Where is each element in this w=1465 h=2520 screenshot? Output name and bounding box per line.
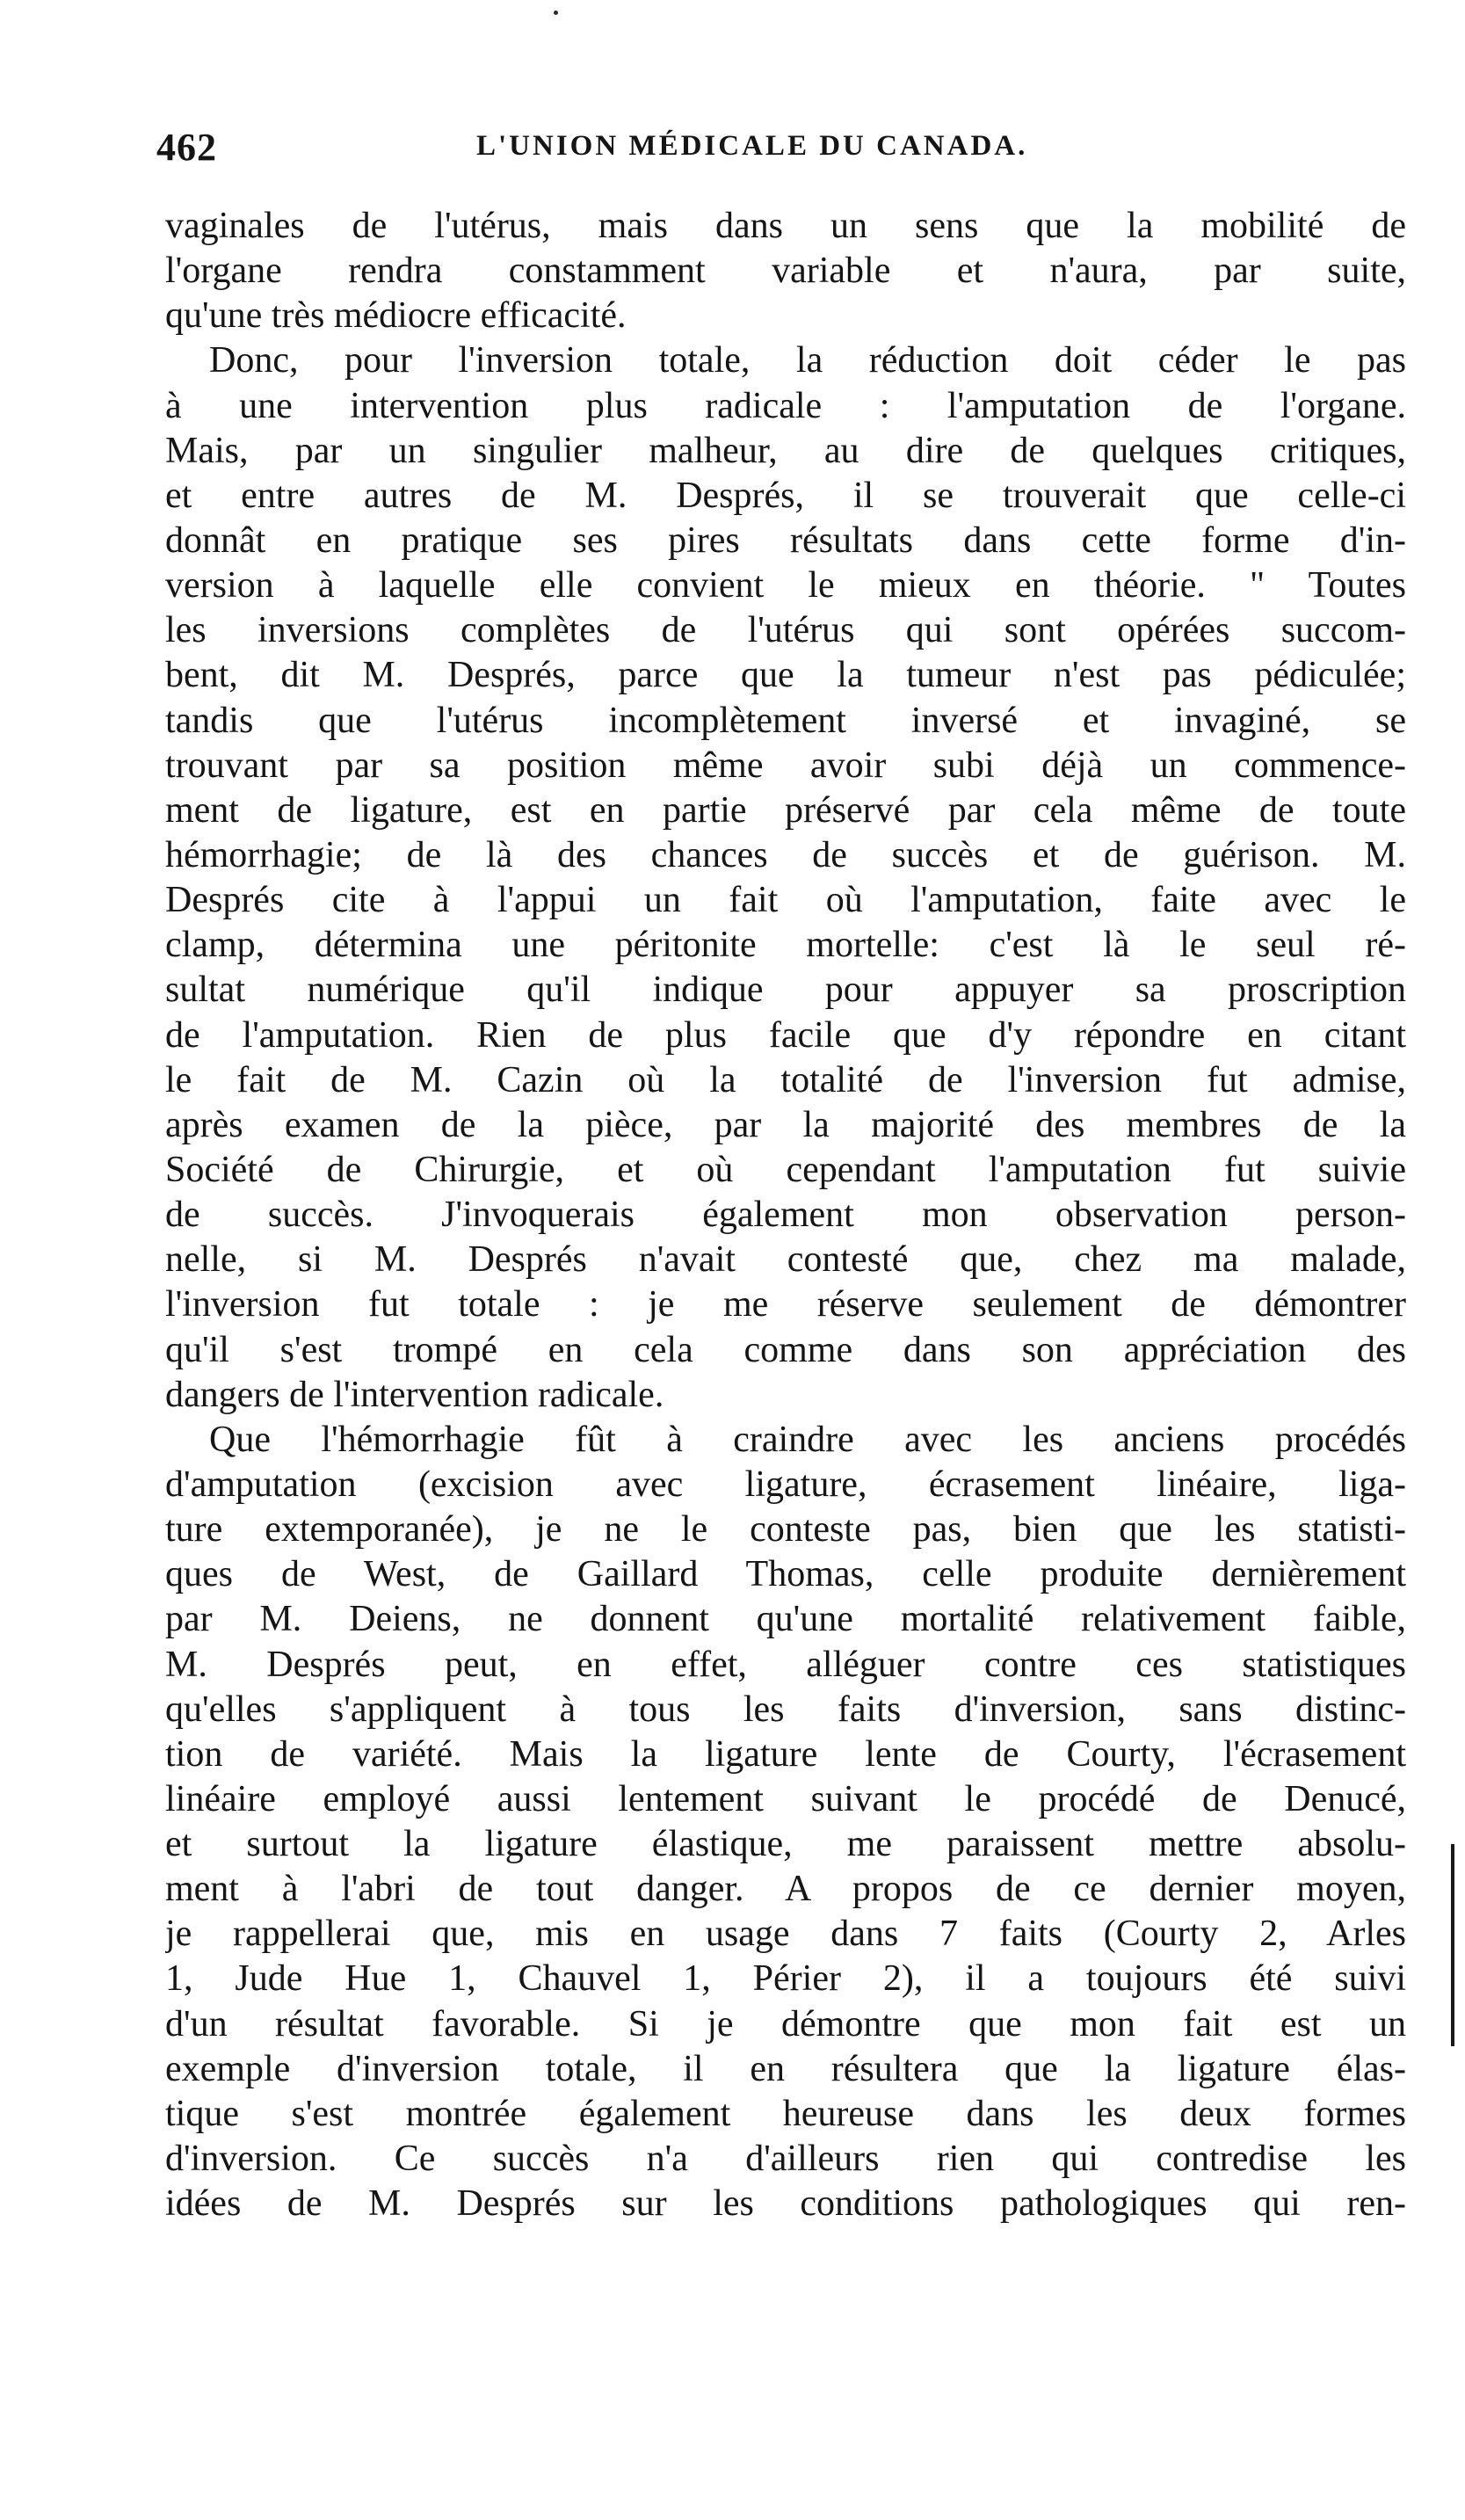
text-line: tandis que l'utérus incomplètement inversé et invaginé, se (165, 700, 1406, 741)
page-header (156, 125, 1106, 178)
text-line: d'un résultat favorable. Si je démontre que mon fait est un (165, 2003, 1406, 2044)
text-line: Société de Chirurgie, et où cependant l'amputation fut suivie (165, 1149, 1406, 1190)
text-line: qu'elles s'appliquent à tous les faits d'inversion, sans distinc- (165, 1688, 1406, 1730)
text-line: les inversions complètes de l'utérus qui sont opérées succom- (165, 610, 1406, 651)
text-line: d'inversion. Ce succès n'a d'ailleurs rien qui contredise les (165, 2139, 1406, 2180)
text-line: vaginales de l'utérus, mais dans un sens que la mobilité de (165, 206, 1406, 246)
text-line: M. Després peut, en effet, alléguer contre ces statistiques (165, 1644, 1406, 1685)
text-line: de l'amputation. Rien de plus facile que d'y répondre en citant (165, 1014, 1406, 1056)
text-line: 1, Jude Hue 1, Chauvel 1, Périer 2), il a toujours été suivi (165, 1958, 1406, 2000)
paragraph-start-line: Que l'hémorrhagie fût à craindre avec les anciens procédés (209, 1419, 1406, 1460)
text-line: ques de West, de Gaillard Thomas, celle produite dernièrement (165, 1554, 1406, 1595)
page-number: 462 (156, 126, 217, 169)
text-line: ment à l'abri de tout danger. A propos de ce dernier moyen, (165, 1869, 1406, 1910)
paragraph-start-line: Donc, pour l'inversion totale, la réduction doit céder le pas (209, 340, 1406, 381)
text-line: Mais, par un singulier malheur, au dire de quelques critiques, (165, 430, 1406, 471)
running-head: L'UNION MÉDICALE DU CANADA. (476, 130, 1028, 162)
text-line: je rappellerai que, mis en usage dans 7 faits (Courty 2, Arles (165, 1914, 1406, 1955)
text-line: à une intervention plus radicale : l'amputation de l'organe. (165, 385, 1406, 426)
scan-edge-mark (1451, 1844, 1454, 2046)
text-line: linéaire employé aussi lentement suivant le procédé de Denucé, (165, 1778, 1406, 1819)
text-line: sultat numérique qu'il indique pour appuyer sa proscription (165, 970, 1406, 1011)
text-line: qu'il s'est trompé en cela comme dans son appréciation des (165, 1329, 1406, 1370)
text-line: bent, dit M. Després, parce que la tumeur n'est pas pédiculée; (165, 655, 1406, 696)
text-line: le fait de M. Cazin où la totalité de l'inversion fut admise, (165, 1059, 1406, 1100)
text-line: donnât en pratique ses pires résultats dans cette forme d'in- (165, 519, 1406, 561)
text-line: l'inversion fut totale : je me réserve seulement de démontrer (165, 1284, 1406, 1325)
ink-speck (554, 11, 558, 15)
text-line: par M. Deiens, ne donnent qu'une mortalité relativement faible, (165, 1599, 1406, 1640)
text-line: tique s'est montrée également heureuse dans les deux formes (165, 2093, 1406, 2134)
text-line: après examen de la pièce, par la majorité des membres de la (165, 1104, 1406, 1145)
text-line: l'organe rendra constamment variable et n'aura, par suite, (165, 251, 1406, 292)
text-line: ment de ligature, est en partie préservé par cela même de toute (165, 789, 1406, 831)
text-line: Després cite à l'appui un fait où l'amputation, faite avec le (165, 880, 1406, 921)
text-line: nelle, si M. Després n'avait contesté que, chez ma malade, (165, 1239, 1406, 1281)
text-line: ture extemporanée), je ne le conteste pas, bien que les statisti- (165, 1509, 1406, 1550)
text-line: tion de variété. Mais la ligature lente de Courty, l'écrasement (165, 1733, 1406, 1775)
text-line: exemple d'inversion totale, il en résultera que la ligature élas- (165, 2048, 1406, 2089)
text-line: qu'une très médiocre efficacité. (165, 295, 627, 337)
text-line: et entre autres de M. Després, il se trouverait que celle-ci (165, 475, 1406, 516)
text-line: et surtout la ligature élastique, me paraissent mettre absolu- (165, 1824, 1406, 1865)
text-line: dangers de l'intervention radicale. (165, 1374, 664, 1415)
text-line: de succès. J'invoquerais également mon observation person- (165, 1195, 1406, 1236)
text-line: clamp, détermina une péritonite mortelle: c'est là le seul ré- (165, 925, 1406, 966)
text-line: version à laquelle elle convient le mieux en théorie. " Toutes (165, 565, 1406, 606)
text-line: d'amputation (excision avec ligature, écrasement linéaire, liga- (165, 1463, 1406, 1505)
text-line: hémorrhagie; de là des chances de succès et de guérison. M. (165, 834, 1406, 875)
body-text (165, 204, 1406, 2226)
text-line: idées de M. Després sur les conditions pathologiques qui ren- (165, 2183, 1406, 2225)
text-line: trouvant par sa position même avoir subi déjà un commence- (165, 744, 1406, 786)
